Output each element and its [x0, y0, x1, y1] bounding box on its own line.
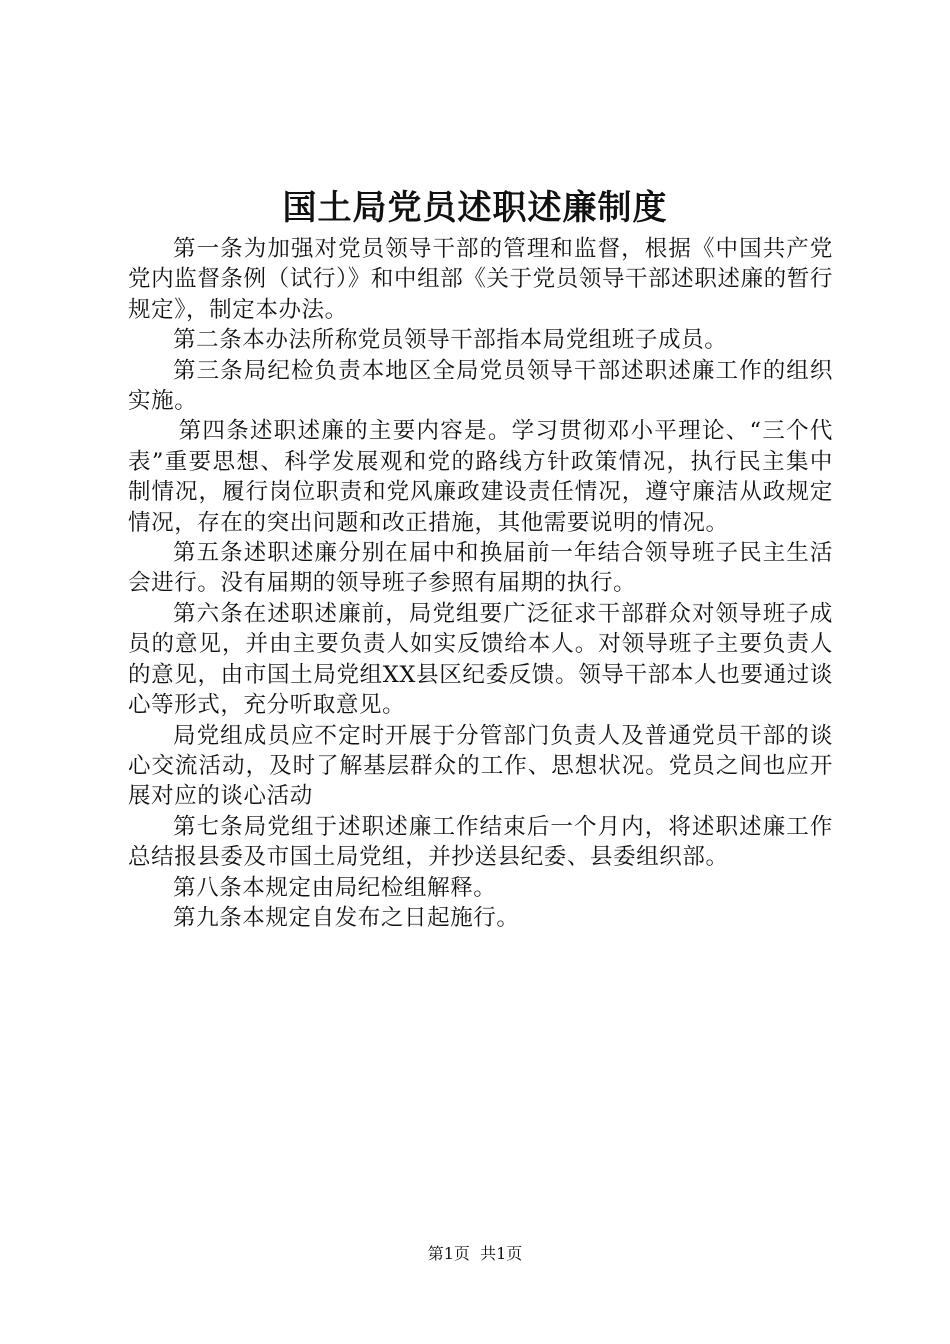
article-6-paragraph: 第六条在述职述廉前，局党组要广泛征求干部群众对领导班子成员的意见，并由主要负责人如实反馈给本人。对领导班子主要负责人的意见，由市国土局党组XX县区纪委反馈。领导干部本人也要通过谈心等形式，充分听取意见。: [128, 600, 833, 719]
article-7-paragraph: 第七条局党组于述职述廉工作结束后一个月内，将述职述廉工作总结报县委及市国土局党组，并抄送县纪委、县委组织部。: [128, 813, 833, 871]
page-number: 第1页: [427, 1244, 470, 1263]
talk-activity-paragraph: 局党组成员应不定时开展于分管部门负责人及普通党员干部的谈心交流活动，及时了解基层群众的工作、思想状况。党员之间也应开展对应的谈心活动: [128, 722, 833, 810]
footer-spacer: [470, 1244, 480, 1263]
page-footer: [0, 1243, 950, 1265]
page-total: 共1页: [480, 1244, 523, 1263]
article-8-paragraph: 第八条本规定由局纪检组解释。: [173, 874, 497, 901]
article-3-paragraph: 第三条局纪检负责本地区全局党员领导干部述职述廉工作的组织实施。: [128, 357, 833, 415]
article-4-paragraph: 第四条述职述廉的主要内容是。学习贯彻邓小平理论、“三个代表”重要思想、科学发展观和党的路线方针政策情况，执行民主集中制情况，履行岗位职责和党风廉政建设责任情况，遵守廉洁从政规定情况，存在的突出问题和改正措施，其他需要说明的情况。: [128, 418, 833, 536]
article-2-paragraph: 第二条本办法所称党员领导干部指本局党组班子成员。: [173, 327, 728, 354]
article-9-paragraph: 第九条本规定自发布之日起施行。: [173, 904, 520, 931]
article-5-paragraph: 第五条述职述廉分别在届中和换届前一年结合领导班子民主生活会进行。没有届期的领导班子参照有届期的执行。: [128, 540, 833, 597]
article-1-paragraph: 第一条为加强对党员领导干部的管理和监督，根据《中国共产党党内监督条例（试行）》和中组部《关于党员领导干部述职述廉的暂行规定》，制定本办法。: [128, 236, 833, 323]
document-body: [128, 234, 833, 933]
document-title: 国土局党员述职述廉制度: [282, 188, 668, 228]
